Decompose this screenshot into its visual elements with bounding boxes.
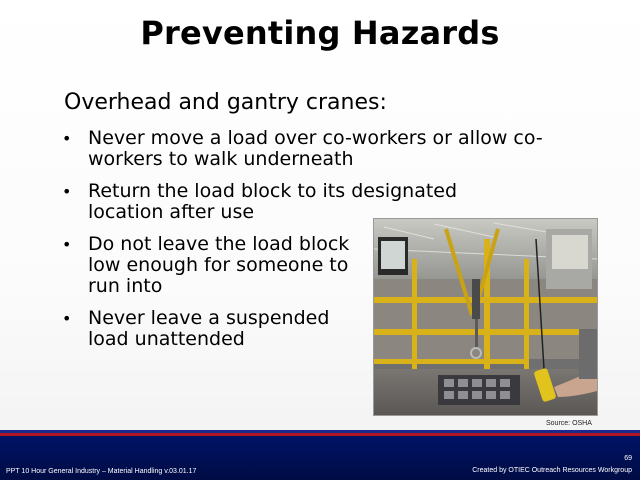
slide-subheading: Overhead and gantry cranes: <box>64 90 387 115</box>
crane-photo-illustration <box>374 219 597 415</box>
bullet-text: Never move a load over co-workers or allow co-workers to walk underneath <box>88 127 543 170</box>
bullet-item <box>62 181 538 223</box>
bullet-icon: • <box>62 235 72 254</box>
bullet-text: Return the load block to its designated location after use <box>88 180 458 223</box>
bullet-icon: • <box>62 309 72 328</box>
slide-title: Preventing Hazards <box>140 14 500 52</box>
page-number: 69 <box>624 455 632 462</box>
bullet-icon: • <box>62 182 72 201</box>
bullet-item <box>62 234 358 297</box>
bullet-icon: • <box>62 129 72 148</box>
image-caption: Source: OSHA <box>546 420 592 427</box>
footer-course-label: PPT 10 Hour General Industry – Material Handling v.03.01.17 <box>6 468 197 475</box>
bullet-text: Do not leave the load block low enough for someone to run into <box>88 233 350 297</box>
bullet-item <box>62 128 598 170</box>
crane-photo <box>373 218 598 416</box>
bullet-text: Never leave a suspended load unattended <box>88 307 330 350</box>
bullet-item <box>62 308 358 350</box>
slide-footer <box>0 436 640 480</box>
footer-credit: Created by OTIEC Outreach Resources Workgroup <box>472 467 632 474</box>
